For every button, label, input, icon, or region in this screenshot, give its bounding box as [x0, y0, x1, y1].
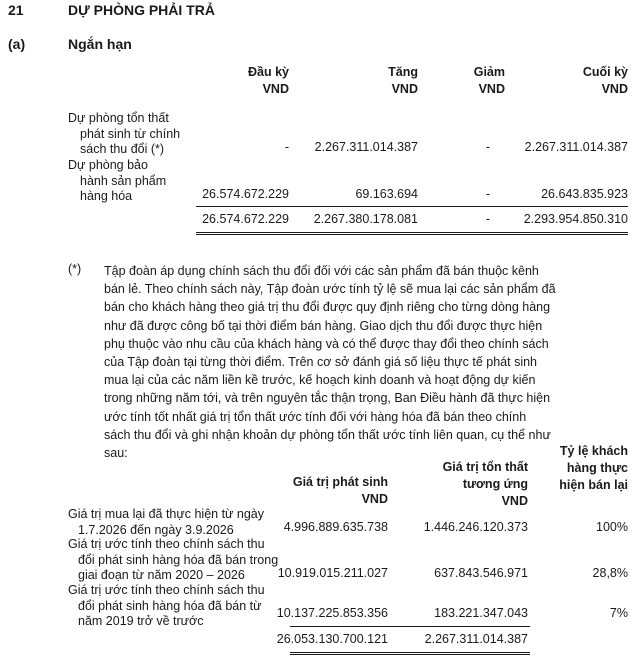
- col-header-closing: Cuối kỳ VND: [582, 65, 628, 96]
- cell-value: 10.919.015.211.027: [277, 566, 388, 580]
- section-title: DỰ PHÒNG PHẢI TRẢ: [68, 2, 215, 18]
- col-header-decrease: Giảm VND: [473, 65, 505, 96]
- col-header-rate: Tỷ lệ khách hàng thực hiện bán lại: [559, 444, 628, 492]
- total-closing: 2.293.954.850.310: [523, 212, 628, 226]
- cell-value: 10.137.225.853.356: [276, 606, 388, 620]
- cell-loss: 1.446.246.120.373: [423, 520, 528, 534]
- section-number: 21: [8, 2, 24, 18]
- col-header-increase: Tăng VND: [388, 65, 418, 96]
- table2-total-bottom-rule: [290, 652, 530, 653]
- col-header-loss: Giá trị tổn thất tương ứng VND: [442, 460, 528, 508]
- col-header-opening: Đầu kỳ VND: [248, 65, 289, 96]
- table-row-label: Dự phòng tổn thất phát sinh từ chính sách thu đổi (*): [68, 111, 181, 156]
- table-row-label: Giá trị ước tính theo chính sách thu đổi phát sinh hàng hóa đã bán từ năm 2019 trở về trước: [68, 583, 265, 628]
- table1-total-bottom-rule-double: [196, 234, 628, 235]
- total-value: 26.053.130.700.121: [276, 632, 388, 646]
- cell-closing: 2.267.311.014.387: [524, 140, 628, 154]
- total-opening: 26.574.672.229: [202, 212, 289, 226]
- cell-opening: -: [284, 140, 289, 154]
- cell-decrease: -: [485, 140, 490, 154]
- total-decrease: -: [485, 212, 490, 226]
- subsection-title: Ngắn hạn: [68, 36, 132, 52]
- cell-opening: 26.574.672.229: [202, 187, 289, 201]
- cell-increase: 69.163.694: [355, 187, 418, 201]
- cell-rate: 7%: [609, 606, 628, 620]
- subsection-label: (a): [8, 36, 26, 52]
- table2-total-top-rule: [290, 626, 530, 627]
- cell-closing: 26.643.835.923: [541, 187, 628, 201]
- note-paragraph: Tập đoàn áp dụng chính sách thu đổi đối với các sản phẩm đã bán thuộc kênh bán lẻ. Theo chính sách này, Tập đoàn ước tính tỷ lệ sẽ mua lại các sản phẩm đã bán cho khách hàng theo giá trị thu đổi được quy định riêng cho từng dòng hàng như đã được công bố tại thời điểm bán hàng. Giao dịch thu đổi được thực hiện phụ thuộc vào nhu cầu của khách hàng và có thể được thay đổi theo chính sách của Tập đoàn tại từng thời điểm. Trên cơ sở đánh giá số liệu thực tế phát sinh mua lại của các năm liền kề trước, kế hoạch kinh doanh và hoạt động dự kiến trong những năm tới, và trên nguyên tắc thận trọng, Ban Điều hành đã thực hiện ước tính tốt nhất giá trị tổn thất ước tính đối với hàng hóa đã bán theo chính sách thu đổi và ghi nhận khoản dự phòng tổn thất ước tính liên quan, cụ thể như sau:: [104, 264, 556, 461]
- cell-value: 4.996.889.635.738: [283, 520, 388, 534]
- note-marker: (*): [68, 262, 82, 276]
- total-loss: 2.267.311.014.387: [424, 632, 528, 646]
- table1-total-top-rule: [196, 206, 628, 207]
- cell-decrease: -: [485, 187, 490, 201]
- cell-rate: 28,8%: [592, 566, 628, 580]
- table-row-label: Giá trị ước tính theo chính sách thu đổi phát sinh hàng hóa đã bán trong giai đoạn từ năm 2020 – 2026: [68, 537, 279, 582]
- cell-rate: 100%: [596, 520, 628, 534]
- table2-total-bottom-rule-double: [290, 654, 530, 655]
- table-row-label: Dự phòng bảo hành sản phẩm hàng hóa: [68, 158, 167, 203]
- cell-loss: 183.221.347.043: [434, 606, 528, 620]
- cell-increase: 2.267.311.014.387: [314, 140, 418, 154]
- col-header-value: Giá trị phát sinh VND: [292, 475, 388, 506]
- total-increase: 2.267.380.178.081: [313, 212, 418, 226]
- cell-loss: 637.843.546.971: [434, 566, 528, 580]
- table-row-label: Giá trị mua lại đã thực hiện từ ngày 1.7.2026 đến ngày 3.9.2026: [68, 507, 264, 537]
- table1-total-bottom-rule: [196, 232, 628, 233]
